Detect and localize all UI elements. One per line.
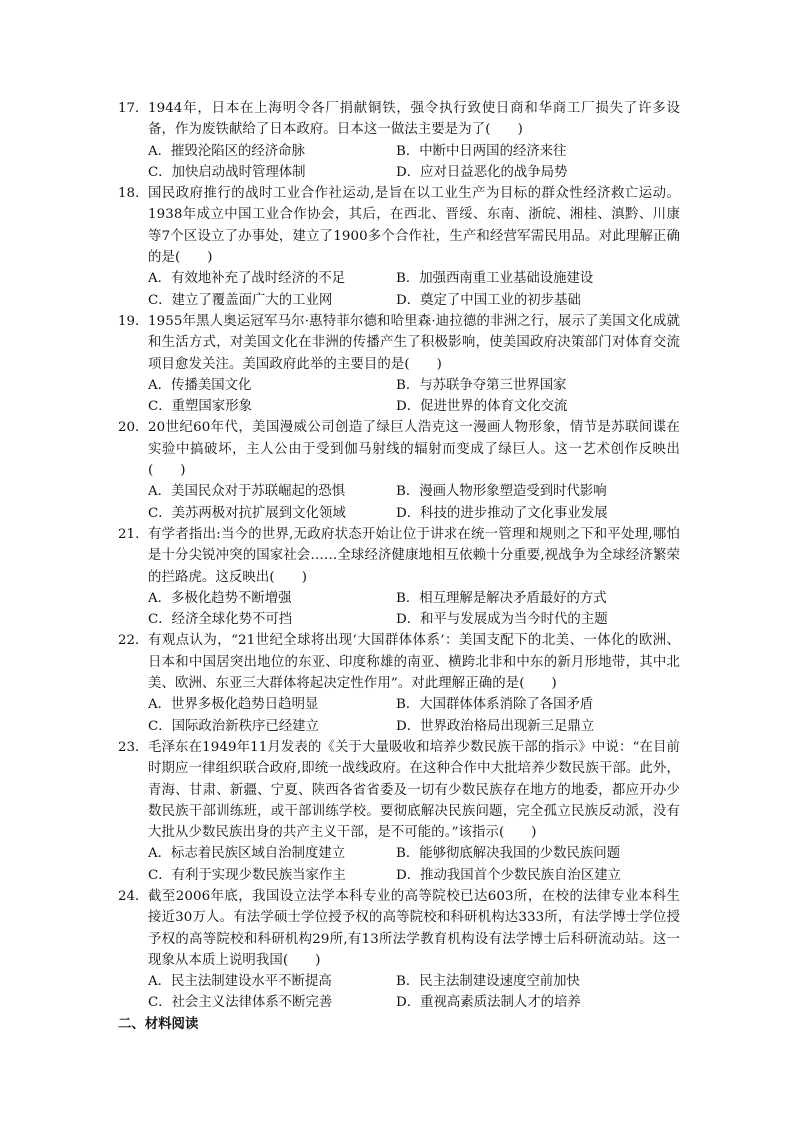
option-c: C．建立了覆盖面广大的工业网 [148,292,333,308]
question-number: 24． [118,888,149,904]
options [148,588,680,631]
option-d: D．科技的进步推动了文化事业发展 [396,505,608,521]
option-c: C．重塑国家形象 [148,399,252,415]
option-d: D．和平与发展成为当今时代的主题 [396,612,608,628]
section-title: 二、材料阅读 [118,1015,199,1032]
option-b: B．相互理解是解决矛盾最好的方式 [396,590,607,606]
question-number: 18. [118,186,140,202]
option-d: D．世界政治格局出现新三足鼎立 [396,718,595,734]
question-stem: 有学者指出:当今的世界,无政府状态开始让位于讲求在统一管理和规则之下和平处理,哪怕是十分尖锐冲突的国家社会……全球经济健康地相互依赖十分重要,视战争为全球经济繁荣的拦路虎。这反映出( ) [148,526,680,585]
question-21 [118,524,680,630]
question-stem: 截至2006年底，我国设立法学本科专业的高等院校已达603所，在校的法律专业本科生接近30万人。有法学硕士学位授予权的高等院校和科研机构达333所，有法学博士学位授予权的高等院校和科研机构29所,有13所法学教育机构设有法学博士后科研流动站。这一现象从本质上说明我国( ) [148,888,680,968]
question-22 [118,630,680,736]
options [148,141,680,184]
option-d: D．应对日益恶化的战争局势 [396,164,568,180]
question-18 [118,183,680,311]
question-number: 22． [118,633,149,649]
option-b: B．大国群体体系消除了各国矛盾 [396,697,594,713]
options [148,481,680,524]
question-stem: 毛泽东在1949年11月发表的《关于大量吸收和培养少数民族干部的指示》中说：“在目前时期应一律组织联合政府,即统一战线政府。在这种合作中大批培养少数民族干部。此外，青海、甘肃、新疆、宁夏、陕西各省省委及一切有少数民族存在地方的地委，都应开办少数民族干部训练班，或干部训练学校。要彻底解决民族问题，完全孤立民族反动派，没有大批从少数民族出身的共产主义干部，是不可能的。”该指示( ) [148,739,680,841]
option-a: A．民主法制建设水平不断提高 [148,974,332,990]
question-stem: 20世纪60年代，美国漫威公司创造了绿巨人浩克这一漫画人物形象，情节是苏联间谍在实验中搞破坏，主人公由于受到伽马射线的辐射而变成了绿巨人。这一艺术创作反映出( ) [148,420,680,479]
option-d: D．重视高素质法制人才的培养 [396,995,581,1011]
options [148,268,680,311]
option-a: A．多极化趋势不断增强 [148,590,292,606]
option-a: A．传播美国文化 [148,377,252,393]
option-b: B．中断中日两国的经济来往 [396,143,567,159]
option-c: C．社会主义法律体系不断完善 [148,995,333,1011]
option-d: D．促进世界的体育文化交流 [396,399,568,415]
question-20 [118,417,680,523]
option-a: A．有效地补充了战时经济的不足 [148,271,346,287]
question-number: 20． [118,420,149,436]
options [148,971,680,1014]
question-23 [118,737,680,886]
question-list [118,98,680,1035]
option-b: B．与苏联争夺第三世界国家 [396,377,567,393]
question-stem: 1955年黑人奥运冠军马尔·惠特菲尔德和哈里森·迪拉德的非洲之行，展示了美国文化成就和生活方式，对美国文化在非洲的传播产生了积极影响，使美国政府决策部门对体育交流项目愈发关注。美国政府此举的主要目的是( ) [148,313,680,372]
option-a: A．摧毁沦陷区的经济命脉 [148,143,305,159]
question-stem: 1944年，日本在上海明令各厂捐献铜铁，强令执行致使日商和华商工厂损失了许多设备，作为废铁献给了日本政府。日本这一做法主要是为了( ) [148,101,680,138]
question-19 [118,311,680,417]
option-d: D．推动我国首个少数民族自治区建立 [396,867,621,883]
option-c: C．国际政治新秩序已经建立 [148,718,319,734]
question-stem: 国民政府推行的战时工业合作社运动,是旨在以工业生产为目标的群众性经济救亡运动。1938年成立中国工业合作协会，其后，在西北、晋绥、东南、浙皖、湘桂、滇黔、川康等7个区设立了办事处，建立了1900多个合作社，生产和经营军需民用品。对此理解正确的是( ) [148,186,680,266]
option-a: A．标志着民族区域自治制度建立 [148,846,346,862]
option-a: A．美国民众对于苏联崛起的恐惧 [148,484,346,500]
option-b: B．加强西南重工业基础设施建设 [396,271,594,287]
question-number: 17． [118,101,149,116]
question-24 [118,886,680,1014]
option-b: B．民主法制建设速度空前加快 [396,974,580,990]
option-c: C．加快启动战时管理体制 [148,164,306,180]
question-number: 23． [118,739,149,755]
option-a: A．世界多极化趋势日趋明显 [148,697,319,713]
options [148,694,680,737]
option-c: C．有利于实现少数民族当家作主 [148,867,346,883]
options [148,843,680,886]
option-c: C．美苏两极对抗扩展到文化领域 [148,505,346,521]
options [148,375,680,418]
question-stem: 有观点认为，“21世纪全球将出现‘大国群体体系’：美国支配下的北美、一体化的欧洲、日本和中国居突出地位的东亚、印度称雄的南亚、横跨北非和中东的新月形地带，其中北美、欧洲、东亚三大群体将起决定性作用”。对此理解正确的是( ) [148,633,680,692]
option-c: C．经济全球化势不可挡 [148,612,293,628]
option-d: D．奠定了中国工业的初步基础 [396,292,581,308]
option-b: B．漫画人物形象塑造受到时代影响 [396,484,607,500]
question-number: 19． [118,313,149,329]
question-17 [118,98,680,183]
question-number: 21. [118,526,140,542]
option-b: B．能够彻底解决我国的少数民族问题 [396,846,621,862]
